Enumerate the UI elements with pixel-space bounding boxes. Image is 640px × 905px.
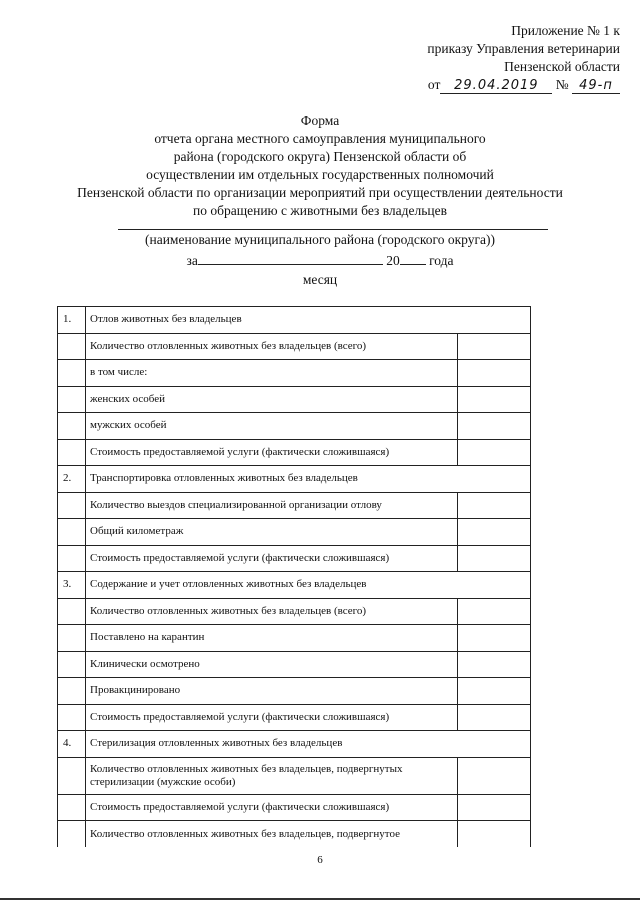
indicator-label: Количество выездов специализированной организации отлову [86, 492, 458, 519]
period-year-prefix: 20 [386, 253, 400, 268]
value-cell[interactable] [458, 360, 531, 387]
indicator-label: Поставлено на карантин [86, 625, 458, 652]
section-title: Содержание и учет отловленных животных без владельцев [86, 572, 531, 599]
report-table [57, 306, 531, 847]
row-number [58, 386, 86, 413]
order-reference [427, 76, 620, 94]
table-row [58, 492, 531, 519]
section-title: Отлов животных без владельцев [86, 307, 531, 334]
value-cell[interactable] [458, 413, 531, 440]
table-row [58, 519, 531, 546]
section-row [58, 466, 531, 493]
indicator-label: Количество отловленных животных без владельцев (всего) [86, 598, 458, 625]
indicator-label: Стоимость предоставляемой услуги (фактически сложившаяся) [86, 704, 458, 731]
page-bottom-edge [0, 898, 640, 900]
row-number [58, 704, 86, 731]
row-number [58, 333, 86, 360]
table-row [58, 651, 531, 678]
table-row [58, 821, 531, 848]
title-line: отчета органа местного самоуправления муниципального [154, 131, 486, 146]
period-year-suffix: года [429, 253, 454, 268]
order-date: 29.04.2019 [440, 79, 552, 94]
row-number [58, 492, 86, 519]
period-month-field[interactable] [198, 252, 383, 265]
row-number [58, 598, 86, 625]
table-row [58, 678, 531, 705]
row-number [58, 821, 86, 848]
indicator-label: Общий километраж [86, 519, 458, 546]
value-cell[interactable] [458, 704, 531, 731]
indicator-label: Стоимость предоставляемой услуги (фактически сложившаяся) [86, 439, 458, 466]
table-row [58, 413, 531, 440]
section-title: Транспортировка отловленных животных без владельцев [86, 466, 531, 493]
indicator-label: Количество отловленных животных без владельцев, подвергнутых стерилизации (мужские особи) [86, 757, 458, 794]
table-row [58, 704, 531, 731]
value-cell[interactable] [458, 519, 531, 546]
title-line: осуществлении им отдельных государственных полномочий [146, 167, 494, 182]
value-cell[interactable] [458, 757, 531, 794]
month-caption: месяц [302, 272, 338, 287]
indicator-label: Стоимость предоставляемой услуги (фактически сложившаяся) [86, 545, 458, 572]
attachment-line-1: Приложение № 1 к [511, 23, 620, 38]
report-period [0, 252, 640, 269]
table-row [58, 757, 531, 794]
value-cell[interactable] [458, 439, 531, 466]
row-number [58, 360, 86, 387]
table-row [58, 545, 531, 572]
row-number [58, 439, 86, 466]
value-cell[interactable] [458, 598, 531, 625]
table-row [58, 598, 531, 625]
order-number: 49-п [572, 79, 620, 94]
section-row [58, 731, 531, 758]
row-number: 1. [58, 307, 86, 334]
section-row [58, 307, 531, 334]
page-number: 6 [317, 854, 323, 866]
indicator-label: Стоимость предоставляемой услуги (фактически сложившаяся) [86, 794, 458, 821]
row-number [58, 651, 86, 678]
value-cell[interactable] [458, 333, 531, 360]
period-year-field[interactable] [400, 252, 426, 265]
row-number: 4. [58, 731, 86, 758]
indicator-label: Количество отловленных животных без владельцев (всего) [86, 333, 458, 360]
form-word: Форма [300, 113, 340, 128]
row-number [58, 519, 86, 546]
table-row [58, 386, 531, 413]
municipality-name-field[interactable] [118, 229, 548, 230]
row-number: 2. [58, 466, 86, 493]
municipality-caption: (наименование муниципального района (городского округа)) [145, 232, 495, 247]
indicator-label: Количество отловленных животных без владельцев, подвергнутое [86, 821, 458, 848]
order-number-label: № [555, 77, 569, 92]
value-cell[interactable] [458, 678, 531, 705]
indicator-label: в том числе: [86, 360, 458, 387]
row-number [58, 757, 86, 794]
title-line: по обращению с животными без владельцев [193, 203, 447, 218]
period-za: за [186, 253, 198, 268]
value-cell[interactable] [458, 651, 531, 678]
row-number: 3. [58, 572, 86, 599]
indicator-label: Провакцинировано [86, 678, 458, 705]
table-row [58, 794, 531, 821]
title-line: Пензенской области по организации мероприятий при осуществлении деятельности [77, 185, 563, 200]
row-number [58, 794, 86, 821]
table-row [58, 360, 531, 387]
table-row [58, 333, 531, 360]
table-row [58, 439, 531, 466]
attachment-header [427, 22, 620, 94]
indicator-label: Клинически осмотрено [86, 651, 458, 678]
table-row [58, 625, 531, 652]
section-row [58, 572, 531, 599]
indicator-label: мужских особей [86, 413, 458, 440]
order-prefix: от [427, 77, 441, 92]
value-cell[interactable] [458, 625, 531, 652]
section-title: Стерилизация отловленных животных без владельцев [86, 731, 531, 758]
row-number [58, 545, 86, 572]
attachment-line-2: приказу Управления ветеринарии [427, 41, 620, 56]
value-cell[interactable] [458, 545, 531, 572]
row-number [58, 625, 86, 652]
indicator-label: женских особей [86, 386, 458, 413]
value-cell[interactable] [458, 821, 531, 848]
form-title [0, 112, 640, 220]
value-cell[interactable] [458, 386, 531, 413]
title-line: района (городского округа) Пензенской области об [173, 149, 467, 164]
row-number [58, 678, 86, 705]
value-cell[interactable] [458, 794, 531, 821]
attachment-line-3: Пензенской области [504, 59, 620, 74]
row-number [58, 413, 86, 440]
value-cell[interactable] [458, 492, 531, 519]
